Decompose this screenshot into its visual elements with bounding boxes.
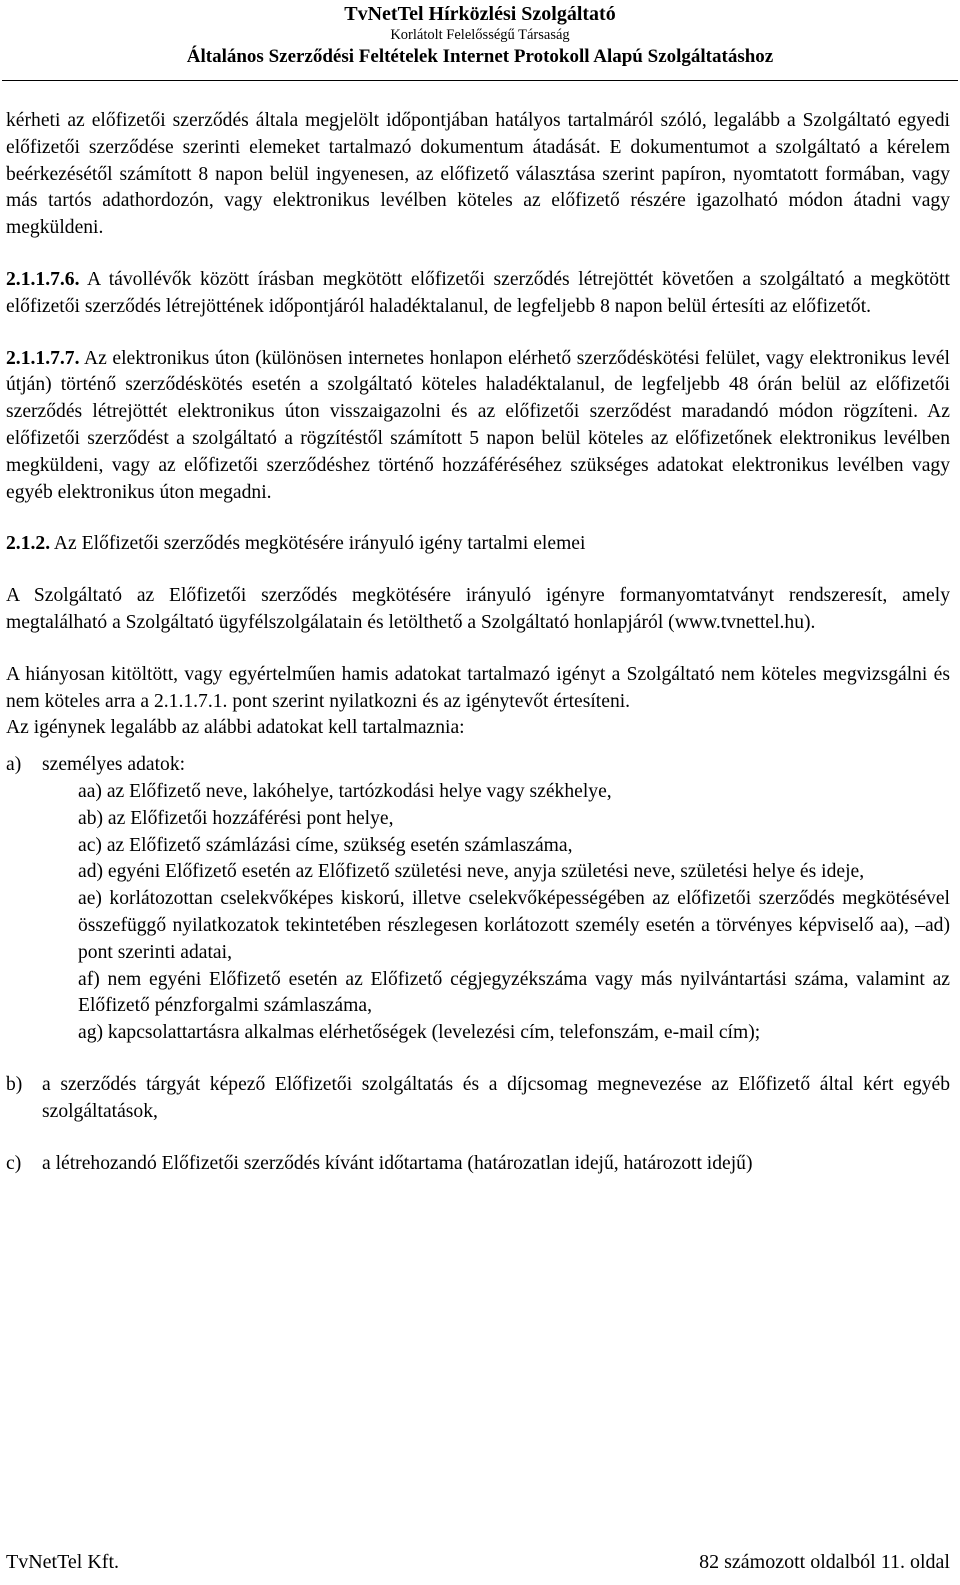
list-item-a	[6, 752, 950, 779]
sub-item-ad: ad) egyéni Előfizető esetén az Előfizető születési neve, anyja születési neve, születési helye és ideje,	[78, 861, 865, 883]
section-2-1-1-7-7	[6, 346, 950, 507]
list-item-text: személyes adatok:	[42, 754, 186, 776]
section-2-1-1-7-6	[6, 267, 950, 321]
page-header	[0, 0, 960, 70]
footer-company: TvNetTel Kft.	[6, 1551, 120, 1573]
intro-paragraph: kérheti az előfizetői szerződés általa megjelölt időpontjában hatályos tartalmáról szóló, legalább a Szolgáltató egyedi előfizetői szerződése szerinti elemeket tartalmazó dokumentum átadását. E dokumentumot a szolgáltató a kérelem beérkezésétől számított 8 napon belül ingyenesen, az előfizető választása szerint papíron, nyomtatott formában, vagy más tartós adathordozón, vagy elektronikus levélben köteles az előfizető részére igazolható módon átadni vagy megküldeni.	[6, 110, 950, 239]
document-title: Általános Szerződési Feltételek Internet Protokoll Alapú Szolgáltatáshoz	[186, 46, 774, 67]
section-number: 2.1.1.7.7.	[6, 347, 80, 369]
section-heading-text: Az Előfizetői szerződés megkötésére irányuló igény tartalmi elemei	[50, 533, 586, 555]
sub-item-ac: ac) az Előfizető számlázási címe, szükség esetén számlaszáma,	[78, 834, 573, 856]
section-text: Az elektronikus úton (különösen internetes honlapon elérhető szerződéskötési felület, vagy elektronikus levél útján) történő szerződéskötés esetén a szolgáltató köteles haladéktalanul, de legfeljebb 48 órán belül az előfizetői szerződés létrejöttét elektronikus úton visszaigazolni és az előfizetői szerződést maradandó módon rögzíteni. Az előfizetői szerződést a szolgáltató a rögzítéstől számított 5 napon belül köteles az előfizetőnek elektronikus levélben megküldeni, vagy az előfizetői szerződéshez történő hozzáféréséhez szükséges adatokat elektronikus levélben vagy egyéb elektronikus úton megadni.	[6, 347, 950, 503]
sub-item-ae: ae) korlátozottan cselekvőképes kiskorú, illetve cselekvőképességében az előfizetői szerződés megkötésével összefüggő nyilatkozatok tekintetében részlegesen korlátozott személy esetén a törvényes képviselő aa), –ad) pont szerinti adatai,	[78, 888, 950, 963]
company-name: TvNetTel Hírközlési Szolgáltató	[344, 3, 616, 25]
sub-item-ag: ag) kapcsolattartásra alkalmas elérhetőségek (levelezési cím, telefonszám, e-mail cím);	[78, 1022, 761, 1044]
list-item-text: a szerződés tárgyát képező Előfizetői szolgáltatás és a díjcsomag megnevezése az Előfizető által kért egyéb szolgáltatások,	[42, 1073, 950, 1122]
list-item-label: a)	[6, 754, 22, 776]
section-text: A távollévők között írásban megkötött előfizetői szerződés létrejöttét követően a szolgáltató a megkötött előfizetői szerződés létrejöttének időpontjáról haladéktalanul, de legfeljebb 8 napon belül értesíti az előfizetőt.	[6, 268, 950, 317]
incomplete-request-paragraph: A hiányosan kitöltött, vagy egyértelműen hamis adatokat tartalmazó igényt a Szolgáltató nem köteles megvizsgálni és nem köteles arra a 2.1.1.7.1. pont szerint nyilatkozni és az igénytevőt értesíteni.	[6, 663, 950, 712]
sub-item-aa: aa) az Előfizető neve, lakóhelye, tartózkodási helye vagy székhelye,	[78, 780, 612, 802]
list-item-c	[6, 1151, 950, 1178]
company-form: Korlátolt Felelősségű Társaság	[390, 27, 570, 43]
document-body	[6, 108, 950, 1177]
minimum-content-paragraph: Az igénynek legalább az alábbi adatokat kell tartalmaznia:	[6, 717, 465, 739]
header-divider	[2, 80, 958, 81]
sub-item-af: af) nem egyéni Előfizető esetén az Előfizető cégjegyzékszáma vagy más nyilvántartási száma, valamint az Előfizető pénzforgalmi számlaszáma,	[78, 968, 950, 1017]
sub-item-ab: ab) az Előfizetői hozzáférési pont helye,	[78, 807, 394, 829]
list-item-label: b)	[6, 1073, 23, 1095]
section-number: 2.1.1.7.6.	[6, 268, 80, 290]
list-item-text: a létrehozandó Előfizetői szerződés kívánt időtartama (határozatlan idejű, határozott idejű)	[42, 1152, 753, 1174]
list-item-label: c)	[6, 1152, 22, 1174]
section-2-1-2-heading	[6, 531, 950, 558]
form-paragraph: A Szolgáltató az Előfizetői szerződés megkötésére irányuló igényre formanyomtatványt rendszeresít, amely megtalálható a Szolgáltató ügyfélszolgálatain és letölthető a Szolgáltató honlapjáról (www.tvnettel.hu).	[6, 585, 950, 633]
list-item-b	[6, 1072, 950, 1126]
footer-page-number: 82 számozott oldalból 11. oldal	[699, 1551, 950, 1573]
section-number: 2.1.2.	[6, 533, 51, 555]
